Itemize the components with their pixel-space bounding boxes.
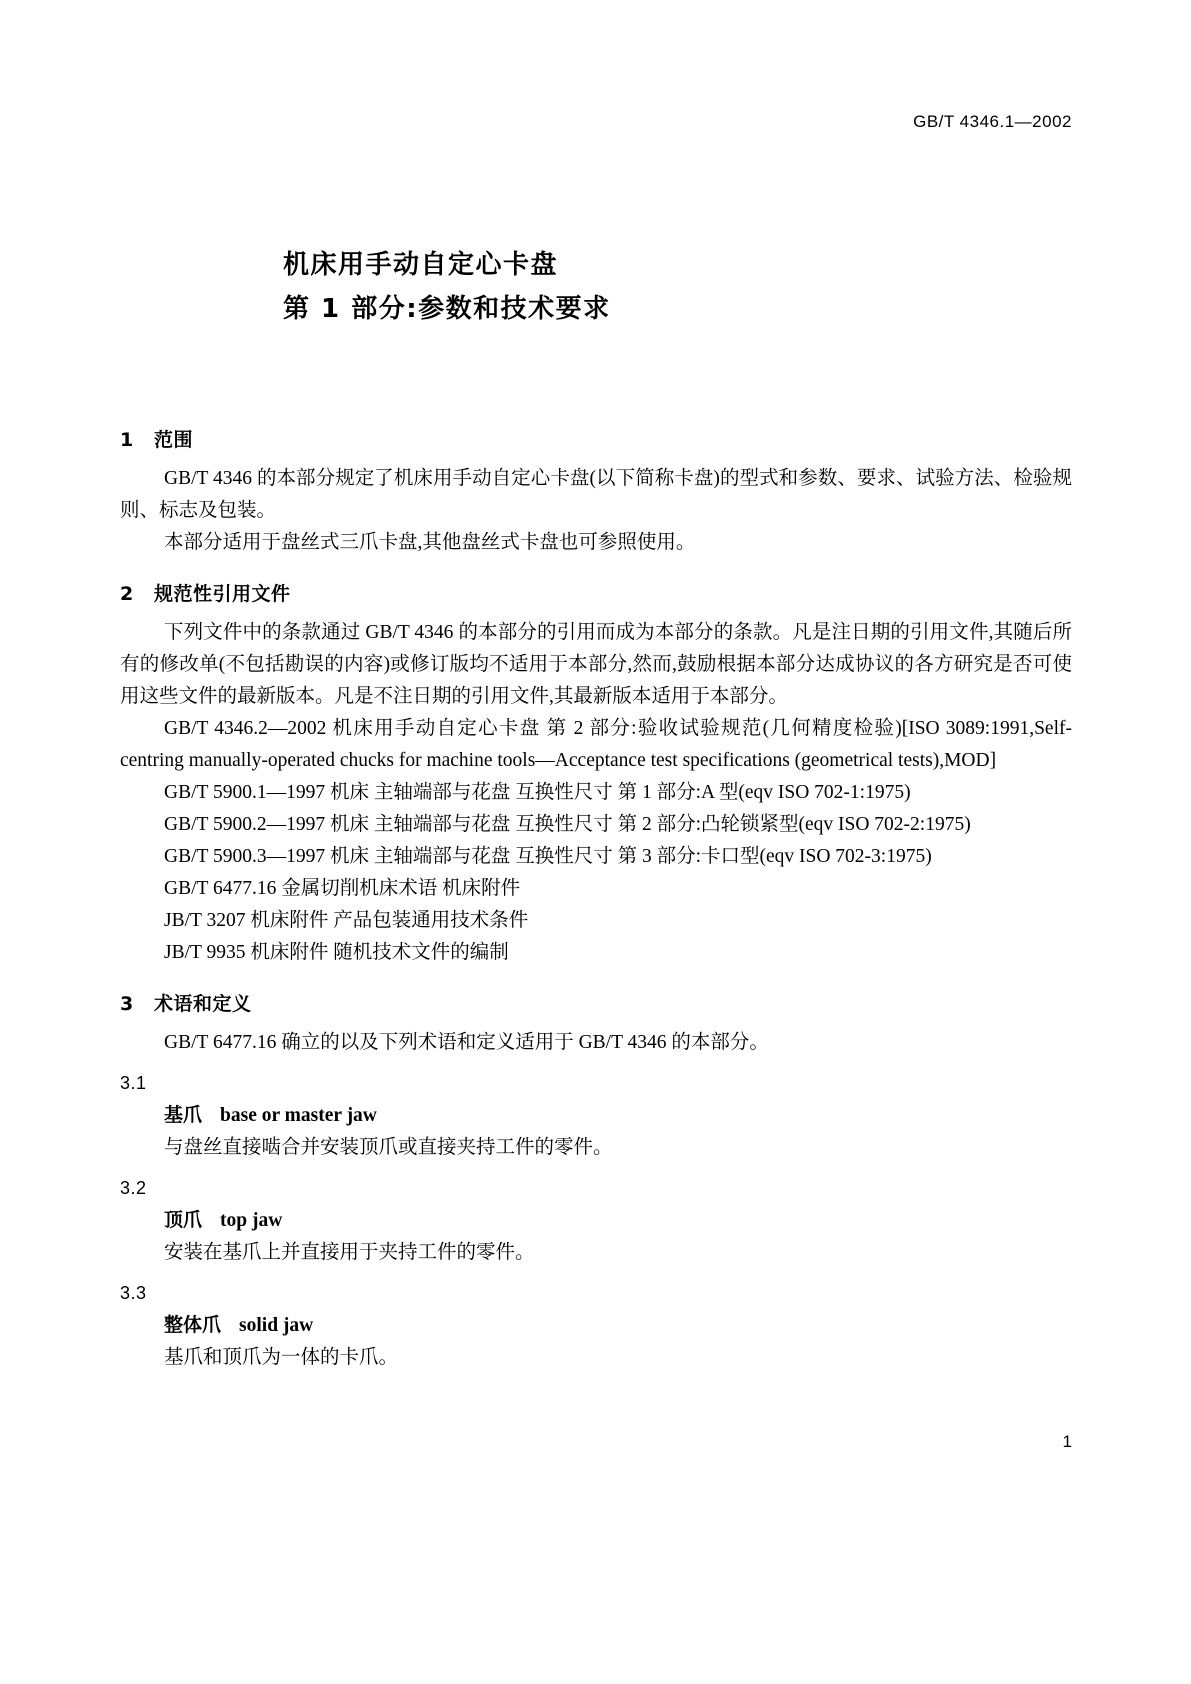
section-1-number: 1	[120, 429, 134, 451]
section-3-paragraph-1: GB/T 6477.16 确立的以及下列术语和定义适用于 GB/T 4346 的本部分。	[164, 1032, 769, 1053]
section-1-paragraph-1: GB/T 4346 的本部分规定了机床用手动自定心卡盘(以下简称卡盘)的型式和参数、要求、试验方法、检验规则、标志及包装。	[120, 468, 1072, 521]
clause-number: 3.2	[120, 1178, 147, 1198]
standard-number: GB/T 4346.1—2002	[913, 112, 1072, 131]
title-line-2: 第 1 部分:参数和技术要求	[283, 294, 611, 324]
reference-item: JB/T 3207 机床附件 产品包装通用技术条件	[164, 910, 529, 931]
reference-item: GB/T 5900.3—1997 机床 主轴端部与花盘 互换性尺寸 第 3 部分:卡口型(eqv ISO 702-3:1975)	[164, 846, 932, 867]
reference-item: GB/T 4346.2—2002 机床用手动自定心卡盘 第 2 部分:验收试验规范(几何精度检验)[ISO 3089:1991,Self-centring manually-operated chucks for machine tools—Acceptance test specifications (geometrical tests),MOD]	[120, 718, 1072, 771]
section-1-heading	[120, 424, 1072, 456]
document-title	[283, 243, 923, 331]
clause-number: 3.3	[120, 1283, 147, 1303]
section-2-heading	[120, 578, 1072, 610]
section-1-paragraph-2: 本部分适用于盘丝式三爪卡盘,其他盘丝式卡盘也可参照使用。	[164, 532, 696, 553]
section-3-label: 术语和定义	[154, 993, 252, 1015]
term-definition: 基爪和顶爪为一体的卡爪。	[164, 1347, 399, 1368]
term-name-en: solid jaw	[239, 1315, 314, 1336]
title-line-1: 机床用手动自定心卡盘	[283, 250, 559, 280]
document-body	[120, 405, 1072, 1374]
term-name-cn: 基爪	[164, 1104, 203, 1126]
term-entry	[120, 1309, 1072, 1342]
term-name-cn: 顶爪	[164, 1209, 203, 1231]
term-entry	[120, 1099, 1072, 1132]
term-name-en: top jaw	[220, 1210, 283, 1231]
clause-number: 3.1	[120, 1073, 147, 1093]
term-definition: 安装在基爪上并直接用于夹持工件的零件。	[164, 1242, 535, 1263]
section-2-number: 2	[120, 583, 134, 605]
section-2-label: 规范性引用文件	[154, 583, 291, 605]
term-definition: 与盘丝直接啮合并安装顶爪或直接夹持工件的零件。	[164, 1137, 613, 1158]
reference-item: GB/T 6477.16 金属切削机床术语 机床附件	[164, 878, 521, 899]
page-header	[120, 112, 1072, 132]
section-1-label: 范围	[154, 429, 194, 451]
term-entry	[120, 1204, 1072, 1237]
reference-item: JB/T 9935 机床附件 随机技术文件的编制	[164, 942, 509, 963]
section-3-number: 3	[120, 993, 134, 1015]
section-2-paragraph-1: 下列文件中的条款通过 GB/T 4346 的本部分的引用而成为本部分的条款。凡是注日期的引用文件,其随后所有的修改单(不包括勘误的内容)或修订版均不适用于本部分,然而,鼓励根据本部分达成协议的各方研究是否可使用这些文件的最新版本。凡是不注日期的引用文件,其最新版本适用于本部分。	[120, 622, 1072, 707]
term-name-cn: 整体爪	[164, 1314, 222, 1336]
page-number: 1	[1062, 1432, 1072, 1451]
term-name-en: base or master jaw	[220, 1105, 377, 1126]
reference-item: GB/T 5900.2—1997 机床 主轴端部与花盘 互换性尺寸 第 2 部分:凸轮锁紧型(eqv ISO 702-2:1975)	[164, 814, 971, 835]
reference-item: GB/T 5900.1—1997 机床 主轴端部与花盘 互换性尺寸 第 1 部分:A 型(eqv ISO 702-1:1975)	[164, 782, 911, 803]
section-3-heading	[120, 988, 1072, 1020]
